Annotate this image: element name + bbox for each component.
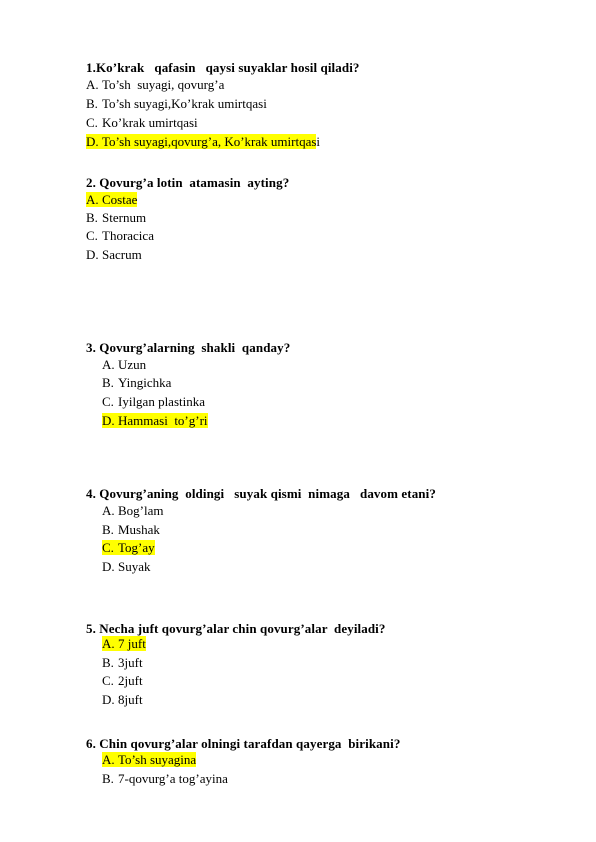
option-2d: D. Sacrum <box>86 247 142 262</box>
option-5c: C. 2juft <box>102 673 143 688</box>
option-4a: A. Bog’lam <box>102 503 164 518</box>
option-5b: B. 3juft <box>102 655 143 670</box>
question-2: 2. Qovurg’a lotin atamasin ayting? <box>86 175 290 190</box>
option-4b: B. Mushak <box>102 522 160 537</box>
question-1: 1.Ko’krak qafasin qaysi suyaklar hosil qiladi? <box>86 60 360 75</box>
question-4: 4. Qovurg’aning oldingi suyak qismi nimaga davom etani? <box>86 486 436 501</box>
option-1c: C. Ko’krak umirtqasi <box>86 115 198 130</box>
option-3b: B. Yingichka <box>102 375 172 390</box>
option-2a-correct: A. Costae <box>86 192 138 207</box>
option-1a: A. To’sh suyagi, qovurg’a <box>86 77 225 92</box>
option-3a: A. Uzun <box>102 357 147 372</box>
option-4c-correct: C. Tog’ay <box>102 540 155 555</box>
option-5a-correct: A. 7 juft <box>102 636 146 651</box>
question-5: 5. Necha juft qovurg’alar chin qovurg’alar deyiladi? <box>86 621 386 636</box>
option-2c: C. Thoracica <box>86 228 154 243</box>
option-5d: D. 8juft <box>102 692 143 707</box>
option-4d: D. Suyak <box>102 559 151 574</box>
option-1b: B. To’sh suyagi,Ko’krak umirtqasi <box>86 96 267 111</box>
option-2b: B. Sternum <box>86 210 147 225</box>
option-3c: C. Iyilgan plastinka <box>102 394 206 409</box>
option-1d-correct: D. To’sh suyagi,qovurg’a, Ko’krak umirtqasi <box>86 134 321 149</box>
question-6: 6. Chin qovurg’alar olningi tarafdan qayerga birikani? <box>86 736 401 751</box>
option-3d-correct: D. Hammasi to’g’ri <box>102 413 208 428</box>
question-3: 3. Qovurg’alarning shakli qanday? <box>86 340 291 355</box>
option-6b: B. 7-qovurg’a tog’ayina <box>102 771 228 786</box>
option-6a-correct: A. To’sh suyagina <box>102 752 197 767</box>
